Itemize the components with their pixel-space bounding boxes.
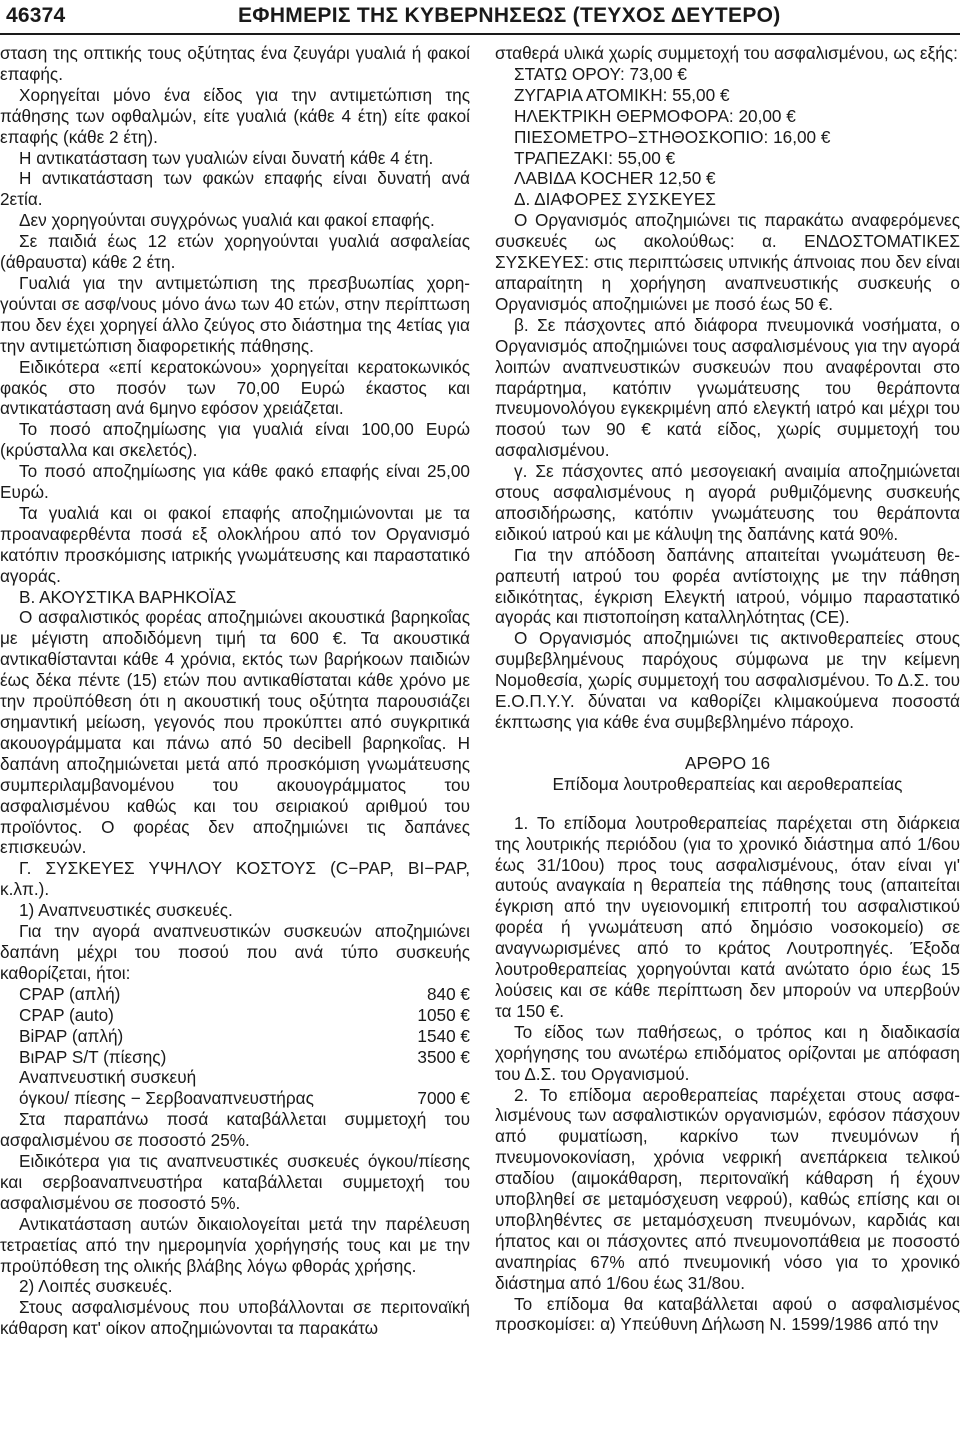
page-number: 46374 [6, 4, 66, 27]
article-subtitle: Επίδομα λουτροθεραπείας και αεροθεραπείας [552, 773, 903, 794]
paragraph: Τα γυαλιά και οι φακοί επαφής αποζημιώνονται με τα προαναφερθέντα ποσά εξ ολοκλήρου από τον Οργανισμό κατόπιν προσκόμισης ιατρικής γνωμάτευσης και παραστατικό αγοράς. [0, 502, 470, 586]
paragraph: Η αντικατάσταση των γυαλιών είναι δυνατή κάθε 4 έτη. [19, 147, 434, 168]
paragraph: Η αντικατάσταση των φακών επαφής είναι δυνατή ανά 2ετία. [0, 168, 470, 210]
paragraph: Ο Οργανισμός αποζημιώνει τις παρακάτω αναφερόμενες συσκευές ως ακολούθως: α. ΕΝΔΟΣΤΟΜΑΤΙΚΕΣ ΣΥΣΚΕΥΕΣ: στις περιπτώσεις υπνικής άπνοιας που δεν είναι απαραίτητη η χορήγηση αναπνευστικής συσκευής ο Οργανισμός αποζημιώνει με ποσό έως 50 €. [495, 210, 960, 314]
device-price-row [0, 1026, 470, 1047]
paragraph: γ. Σε πάσχοντες από μεσογειακή αναιμία αποζημιώνεται στους ασφαλισμένους η αγορά ρυθμιζόμενης συσκευής αποσιδήρωσης, κατόπιν γνωμάτευσης του θεράποντα ειδικού ιατρού και με κάλυψη της δαπάνης κατά 90%. [495, 461, 960, 544]
device-price: 7000 € [417, 1088, 470, 1109]
section-heading: Β. ΑΚΟΥΣΤΙΚΑ ΒΑΡΗΚΟΪΑΣ [19, 586, 237, 607]
paragraph: Δεν χορηγούνται συγχρόνως γυαλιά και φακοί επαφής. [19, 210, 435, 231]
list-item: ΠΙΕΣΟΜΕΤΡΟ−ΣΤΗΘΟΣΚΟΠΙΟ: 16,00 € [514, 126, 831, 147]
device-name: CPAP (απλή) [19, 983, 121, 1004]
device-price-row [0, 1005, 470, 1026]
device-price: 3500 € [417, 1046, 470, 1067]
gazette-title: ΕΦΗΜΕΡΙΣ ΤΗΣ ΚΥΒΕΡΝΗΣΕΩΣ (ΤΕΥΧΟΣ ΔΕΥΤΕΡΟ) [238, 4, 781, 27]
device-name: BιPAP S/T (πίεσης) [19, 1046, 167, 1067]
paragraph: Ο ασφαλιστικός φορέας αποζημιώνει ακουστικά βαρηκοΐας με μέγιστη αποδιδόμενη τιμή τα 600 €. Τα ακουστικά αντικαθίστανται κάθε 4 χρόνια, εκτός των βαρήκοων παιδιών έως δέκα πέντε (15) ετών που αντικαθίσταται κάθε χρόνο με την προϋπόθεση ότι η ακουστική τους οξύτητα παρουσιάζει σημαντική μείωση, γεγονός που προκύπτει από συγκριτικά ακουογράμματα και πάνω από 50 decibell βαρηκοΐας. Η δαπάνη αποζημιώνεται μετά από προσκόμιση γνωμάτευσης συμπεριλαμβανομένου του ακουογράμματος του ασφαλισμένου καθώς και του σειριακού αριθμού του προϊόντος. Ο φορέας δεν αποζημιώνει τις δαπάνες επισκευών. [0, 607, 470, 858]
list-item: ΣΤΑΤΩ ΟΡΟΥ: 73,00 € [514, 63, 687, 84]
paragraph: Το ποσό αποζημίωσης για κάθε φακό επαφής είναι 25,00 Ευρώ. [0, 461, 470, 503]
paragraph: 1. Το επίδομα λουτροθεραπείας παρέχεται στη διάρκεια της λουτρικής περιόδου (για το χρονικό διάστημα από 1/6ου έως 31/10ου) προς τους ασφαλισμένους, όταν είναι γι' αυτούς αναγκαία η θεραπεία της πάθησης τους (απαιτείται έγκριση από την υγειονομική επιτροπή του ασφαλιστικού φορέα ή γνωμάτευση από δημόσιο νοσοκομείο) σε αναγνωρισμένες από το κράτος Λουτροπηγές. Έξοδα λουτροθεραπείας χορηγούνται κατά ανώτατο όριο έως 15 λούσεις και σε κάθε περίπτωση δεν μπορούν να υπερβούν τα 150 €. [495, 812, 960, 1021]
list-item: ΤΡΑΠΕΖΑΚΙ: 55,00 € [514, 147, 676, 168]
paragraph: Το επίδομα θα καταβάλλεται αφού ο ασφαλισμένος προσκομίσει: α) Υπεύθυνη Δήλωση Ν. 1599/1986 από την [495, 1293, 960, 1335]
device-price-row [0, 984, 470, 1005]
paragraph: Για την απόδοση δαπάνης απαιτείται γνωμάτευση θεραπευτή ιατρού του φορέα αντίστοιχης με την πάθηση ειδικότητας, έγκριση Ελεγκτή ιατρού, νόμιμο παραστατικό αγοράς και πιστοποίηση καταλληλότητας (CE). [495, 544, 960, 628]
paragraph: Στους ασφαλισμένους που υποβάλλονται σε περιτοναϊκή κάθαρση κατ' οίκον αποζημιώνονται τα παρακάτω [0, 1297, 470, 1339]
section-heading: Δ. ΔΙΑΦΟΡΕΣ ΣΥΣΚΕΥΕΣ [514, 189, 716, 210]
paragraph: Στα παραπάνω ποσά καταβάλλεται συμμετοχή του ασφαλισμένου σε ποσοστό 25%. [0, 1109, 470, 1151]
section-heading: Γ. ΣΥΣΚΕΥΕΣ ΥΨΗΛΟΥ ΚΟΣΤΟΥΣ (C−PAP, BI−PAP, κ.λπ.). [0, 858, 470, 900]
list-item: ΖΥΓΑΡΙΑ ΑΤΟΜΙΚΗ: 55,00 € [514, 84, 730, 105]
device-name: BiPAP (απλή) [19, 1025, 124, 1046]
device-price: 840 € [426, 983, 470, 1004]
list-item: ΗΛΕΚΤΡΙΚΗ ΘΕΡΜΟΦΟΡΑ: 20,00 € [514, 105, 796, 126]
paragraph: Ο Οργανισμός αποζημιώνει τις ακτινοθεραπείες στους συμβεβλημένους παρόχους σύμφωνα με την κείμενη Νομοθεσία, χωρίς συμμετοχή του ασφαλισμένου. Το Δ.Σ. του Ε.Ο.Π.Υ.Υ. δύναται να καθορίζει κλιμακούμενα ποσοστά έκπτωσης για κάθε ένα συμβεβλημένο πάροχο. [495, 628, 960, 732]
subsection-heading: 1) Αναπνευστικές συσκευές. [19, 900, 233, 921]
paragraph: Γυαλιά για την αντιμετώπιση της πρεσβυωπίας χορηγούνται σε ασφ/νους μόνο άνω των 40 ετών, στην περίπτωση που δεν έχει χορηγεί άλλο ζεύγος στο διάστημα της 4ετίας για την αντιμετώπιση διαφορετικής πάθησης. [0, 272, 470, 356]
paragraph: 2. Το επίδομα αεροθεραπείας παρέχεται στους ασφαλισμένους των ασφαλιστικών οργανισμών, εφόσον πάσχουν από φυματίωση, καρκίνο των πνευμόνων ή πνευμονοκονίαση, χρόνια νεφρική ανεπάρκεια τελικού σταδίου (αιμοκάθαρση, περιτοναϊκή κάθαρση ή έχουν υποβληθεί σε μεταμόσχευση νεφρού), καθώς επίσης και οι υποβληθέντες σε μεταμόσχευση πνευμόνων, καρδιάς και ήπατος και οι πάσχοντες από πνευμονοπάθεια με ποσοστό αναπηρίας 67% από πνευμονική νόσο για το χρονικό διάστημα από 1/6ου έως 31/8ου. [495, 1084, 960, 1293]
paragraph: σταση της οπτικής τους οξύτητας ένα ζευγάρι γυαλιά ή φακοί επαφής. [0, 43, 470, 84]
paragraph: Σε παιδιά έως 12 ετών χορηγούνται γυαλιά ασφαλείας (άθραυστα) κάθε 2 έτη. [0, 231, 470, 273]
right-column [495, 43, 960, 1335]
device-price: 1540 € [417, 1025, 470, 1046]
device-name: όγκου/ πίεσης − Σερβοαναπνευστήρας [19, 1088, 314, 1109]
list-item: ΛΑΒΙΔΑ KOCHER 12,50 € [514, 168, 716, 189]
paragraph: Ειδικότερα για τις αναπνευστικές συσκευές όγκου/πίεσης και σερβοαναπνευστήρα καταβάλλεται συμμετοχή του ασφαλισμένου σε ποσοστό 5%. [0, 1151, 470, 1213]
device-name: Αναπνευστική συσκευή [19, 1067, 197, 1088]
paragraph: β. Σε πάσχοντες από διάφορα πνευμονικά νοσήματα, ο Οργανισμός αποζημιώνει τους ασφαλισμένους για την αγορά λοιπών αναπνευστικών συσκευών που αναφέρονται στο παράρτημα, κατόπιν γνωμάτευσης του θεράποντα πνευμονολόγου εγκεκριμένη από ελεγκτή ιατρό και μέχρι του ποσού των 90 € κατά είδος, χωρίς συμμετοχή του ασφαλισμένου. [495, 314, 960, 461]
paragraph: Αντικατάσταση αυτών δικαιολογείται μετά την παρέλευση τετραετίας από την ημερομηνία χορήγησής τους και με την προϋπόθεση της ολικής βλάβης λόγω φθοράς χρήσης. [0, 1213, 470, 1276]
device-name: CPAP (auto) [19, 1004, 114, 1025]
device-price: 1050 € [417, 1004, 470, 1025]
paragraph: σταθερά υλικά χωρίς συμμετοχή του ασφαλισμένου, ως εξής: [495, 43, 958, 63]
device-price-row [0, 1088, 470, 1109]
page-header [0, 0, 960, 40]
subsection-heading: 2) Λοιπές συσκευές. [19, 1276, 173, 1297]
device-price-row [0, 1047, 470, 1068]
header-rule [0, 33, 960, 35]
paragraph: Το είδος των παθήσεως, ο τρόπος και η διαδικασία χορήγησης του ανωτέρω επιδόματος ορίζονται με απόφαση του Δ.Σ. του Οργανισμού. [495, 1021, 960, 1084]
paragraph: Το ποσό αποζημίωσης για γυαλιά είναι 100,00 Ευρώ (κρύσταλλα και σκελετός). [0, 419, 470, 461]
left-column [0, 43, 470, 1339]
paragraph: Για την αγορά αναπνευστικών συσκευών αποζημιώνει δαπάνη μέχρι του ποσού που ανά τύπο συσκευής καθορίζεται, ήτοι: [0, 921, 470, 983]
paragraph: Χορηγείται μόνο ένα είδος για την αντιμετώπιση της πάθησης των οφθαλμών, είτε γυαλιά (κάθε 4 έτη) είτε φακοί επαφής (κάθε 2 έτη). [0, 84, 470, 147]
paragraph: Ειδικότερα «επί κερατοκώνου» χορηγείται κερατοκωνικός φακός στο ποσόν των 70,00 Ευρώ έκαστος και αντικατάσταση ανά 6μηνο εφόσον χρειάζεται. [0, 356, 470, 419]
article-title: ΑΡΘΡΟ 16 [684, 752, 771, 773]
